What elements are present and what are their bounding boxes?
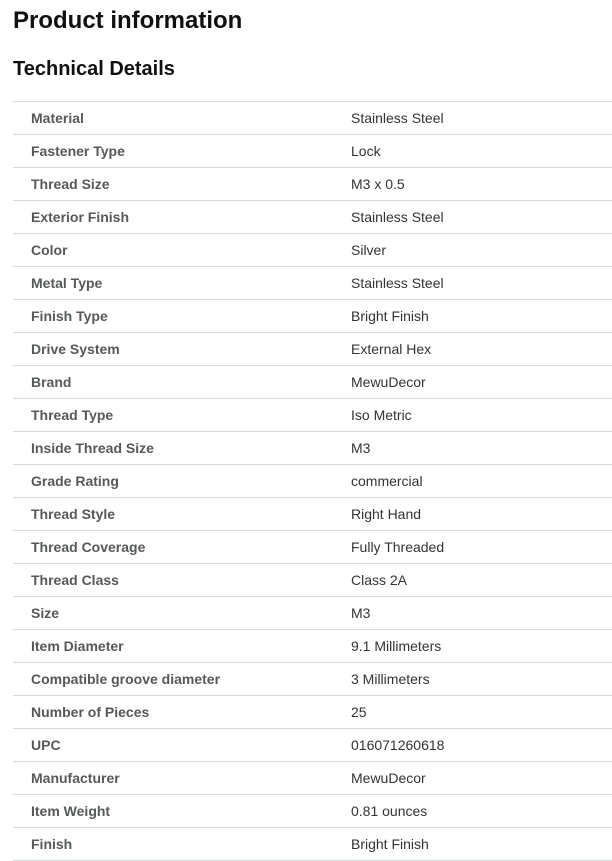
detail-value: M3 x 0.5: [351, 168, 612, 201]
detail-label: Fastener Type: [13, 135, 351, 168]
detail-value: Stainless Steel: [351, 102, 612, 135]
table-row: [13, 663, 612, 696]
detail-value: Lock: [351, 135, 612, 168]
table-row: [13, 234, 612, 267]
detail-value: 3 Millimeters: [351, 663, 612, 696]
detail-label: Thread Size: [13, 168, 351, 201]
table-row: [13, 762, 612, 795]
table-row: [13, 729, 612, 762]
detail-label: UPC: [13, 729, 351, 762]
table-row: [13, 696, 612, 729]
detail-label: Drive System: [13, 333, 351, 366]
table-row: [13, 135, 612, 168]
detail-label: Thread Coverage: [13, 531, 351, 564]
table-row: [13, 498, 612, 531]
detail-label: Finish: [13, 828, 351, 861]
detail-label: Compatible groove diameter: [13, 663, 351, 696]
detail-value: 016071260618: [351, 729, 612, 762]
detail-value: 25: [351, 696, 612, 729]
table-row: [13, 432, 612, 465]
detail-value: Right Hand: [351, 498, 612, 531]
detail-value: Iso Metric: [351, 399, 612, 432]
detail-value: Stainless Steel: [351, 201, 612, 234]
detail-value: MewuDecor: [351, 762, 612, 795]
table-row: [13, 465, 612, 498]
detail-value: Fully Threaded: [351, 531, 612, 564]
detail-label: Thread Class: [13, 564, 351, 597]
detail-label: Manufacturer: [13, 762, 351, 795]
detail-label: Thread Style: [13, 498, 351, 531]
detail-label: Item Diameter: [13, 630, 351, 663]
table-row: [13, 531, 612, 564]
detail-value: M3: [351, 597, 612, 630]
table-row: [13, 795, 612, 828]
detail-value: Bright Finish: [351, 300, 612, 333]
table-row: [13, 168, 612, 201]
detail-label: Number of Pieces: [13, 696, 351, 729]
table-row: [13, 201, 612, 234]
page-title: Product information: [13, 7, 243, 34]
detail-value: 0.81 ounces: [351, 795, 612, 828]
detail-value: MewuDecor: [351, 366, 612, 399]
detail-value: External Hex: [351, 333, 612, 366]
detail-value: Silver: [351, 234, 612, 267]
detail-value: Stainless Steel: [351, 267, 612, 300]
detail-label: Size: [13, 597, 351, 630]
detail-value: Bright Finish: [351, 828, 612, 861]
section-title-technical-details: Technical Details: [13, 58, 175, 80]
detail-label: Item Weight: [13, 795, 351, 828]
detail-label: Grade Rating: [13, 465, 351, 498]
table-row: [13, 399, 612, 432]
table-row: [13, 597, 612, 630]
detail-value: 9.1 Millimeters: [351, 630, 612, 663]
detail-label: Material: [13, 102, 351, 135]
detail-label: Brand: [13, 366, 351, 399]
table-row: [13, 630, 612, 663]
detail-label: Exterior Finish: [13, 201, 351, 234]
table-row: [13, 366, 612, 399]
table-row: [13, 828, 612, 861]
detail-value: commercial: [351, 465, 612, 498]
detail-label: Finish Type: [13, 300, 351, 333]
table-row: [13, 102, 612, 135]
detail-value: M3: [351, 432, 612, 465]
table-row: [13, 333, 612, 366]
detail-value: Class 2A: [351, 564, 612, 597]
detail-label: Metal Type: [13, 267, 351, 300]
table-row: [13, 564, 612, 597]
detail-label: Thread Type: [13, 399, 351, 432]
detail-label: Color: [13, 234, 351, 267]
table-row: [13, 300, 612, 333]
table-row: [13, 267, 612, 300]
technical-details-body: [13, 102, 612, 861]
detail-label: Inside Thread Size: [13, 432, 351, 465]
technical-details-table: [13, 101, 612, 861]
